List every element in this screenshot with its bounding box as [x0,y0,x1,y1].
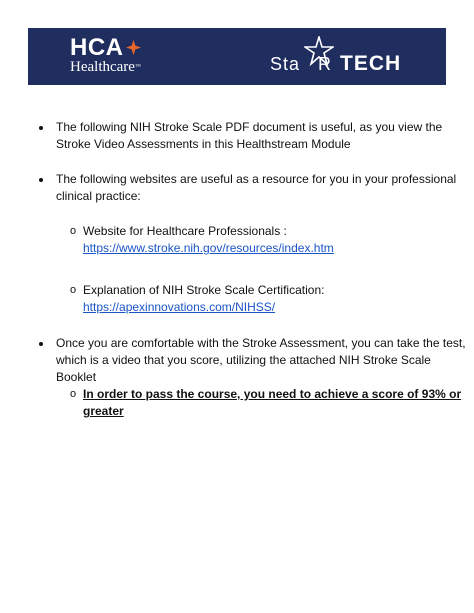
pass-requirement-line-1: In order to pass the course, you need to achieve a score of 93% or [83,387,462,401]
bullet-3-line-2: which is a video that you score, utilizing the attached NIH Stroke Scale [56,353,431,367]
pass-requirement-line-2: greater [83,404,124,418]
website-label: Website for Healthcare Professionals : [83,224,287,238]
sub-bullet-marker: o [70,388,77,400]
startech-sta: Sta [270,54,301,74]
bullet-marker [39,126,43,130]
certification-link-row [83,300,275,315]
apex-innovations-link[interactable]: https://apexinnovations.com/NIHSS/ [83,300,276,314]
certification-label: Explanation of NIH Stroke Scale Certification: [83,283,325,297]
bullet-3-line-3: Booklet [56,370,97,384]
startech-tech: TECH [340,52,402,75]
sub-bullet-marker: o [70,284,77,296]
startech-r: R [318,54,331,74]
bullet-2-line-1: The following websites are useful as a resource for you in your professional [56,172,457,186]
hca-cross-icon [126,40,141,55]
stroke-nih-link[interactable]: https://www.stroke.nih.gov/resources/index.htm [83,241,334,255]
bullet-3-line-1: Once you are comfortable with the Stroke Assessment, you can take the test, [56,336,466,350]
bullet-marker [39,342,43,346]
startech-logo [270,42,410,78]
hca-healthcare-logo [70,36,141,75]
hca-logo-word: HCA [70,34,124,61]
hca-logo-sub: Healthcare™ [70,59,141,75]
bullet-1-line-2: Stroke Video Assessments in this Healthstream Module [56,137,351,151]
website-link-row [83,241,334,256]
bullet-marker [39,178,43,182]
header-banner [28,28,446,85]
bullet-2-line-2: clinical practice: [56,189,141,203]
sub-bullet-marker: o [70,225,77,237]
bullet-1-line-1: The following NIH Stroke Scale PDF document is useful, as you view the [56,120,443,134]
